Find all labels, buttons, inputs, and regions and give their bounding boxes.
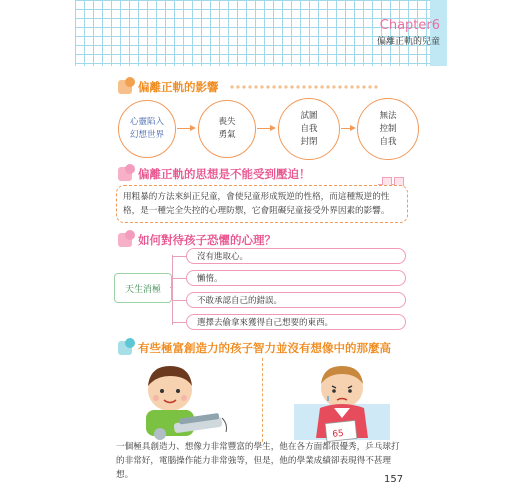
section1-title: 偏離正軌的影響 bbox=[138, 80, 219, 94]
bracket-branch bbox=[172, 322, 186, 323]
boy-at-computer-illustration bbox=[130, 358, 240, 442]
section4-body: 一個極具創造力、想像力非常豐富的學生，他在各方面都很優秀，乒乓球打的非常好，電腦操作能力非常強等，但是，他的學業成績卻表現得不甚理想。 bbox=[116, 442, 400, 480]
dotted-wave-decoration bbox=[229, 84, 379, 90]
arrow-right-icon bbox=[341, 128, 354, 129]
trait-item-2: 懶惰。 bbox=[186, 270, 406, 286]
chapter-title: Chapter6 bbox=[379, 18, 440, 33]
trait-item-1: 沒有進取心。 bbox=[186, 248, 406, 264]
bullet-icon bbox=[118, 341, 132, 355]
section3-heading bbox=[118, 232, 276, 248]
section3-title: 如何對待孩子恐懼的心理？ bbox=[138, 233, 276, 247]
worried-boy-illustration bbox=[290, 358, 400, 442]
illustration-divider bbox=[262, 358, 263, 442]
section4-heading bbox=[118, 340, 391, 356]
section4-title: 有些極富創造力的孩子智力並沒有想像中的那麼高 bbox=[138, 341, 391, 355]
chapter-tab-strip bbox=[430, 0, 447, 66]
bracket-branch bbox=[172, 300, 186, 301]
bullet-icon bbox=[118, 167, 132, 181]
bullet-icon bbox=[118, 233, 132, 247]
chapter-subtitle: 偏離正軌的兒童 bbox=[376, 37, 440, 47]
test-score-text: 65 bbox=[331, 428, 345, 440]
arrow-right-icon bbox=[177, 128, 194, 129]
page-number: 157 bbox=[384, 474, 404, 485]
bullet-icon bbox=[118, 80, 132, 94]
bracket-branch bbox=[172, 256, 186, 257]
arrow-right-icon bbox=[257, 128, 274, 129]
section2-heading bbox=[118, 166, 311, 182]
step-circle-3: 試圖 自我 封閉 bbox=[278, 98, 340, 160]
header-grid-decoration bbox=[75, 0, 447, 66]
step-circle-1: 心靈陷入 幻想世界 bbox=[118, 100, 176, 158]
section2-title: 偏離正軌的思想是不能受到壓迫！ bbox=[138, 167, 311, 181]
step-circle-4: 無法 控制 自我 bbox=[357, 98, 419, 160]
trait-item-3: 不敢承認自己的錯誤。 bbox=[186, 292, 406, 308]
trait-item-4: 選擇去偷拿來獲得自己想要的東西。 bbox=[186, 314, 406, 330]
step-circle-2: 喪失 勇氣 bbox=[198, 100, 256, 158]
section2-body-box: 用粗暴的方法來糾正兒童，會使兒童形成叛逆的性格，而這種叛逆的性格，是一種完全失控的心理防禦，它會阻礙兒童接受外界因素的影響。 bbox=[116, 185, 408, 223]
section1-heading bbox=[118, 79, 379, 95]
bracket-line bbox=[172, 255, 183, 325]
trait-label: 天生消極 bbox=[114, 273, 172, 303]
bracket-branch bbox=[172, 278, 186, 279]
